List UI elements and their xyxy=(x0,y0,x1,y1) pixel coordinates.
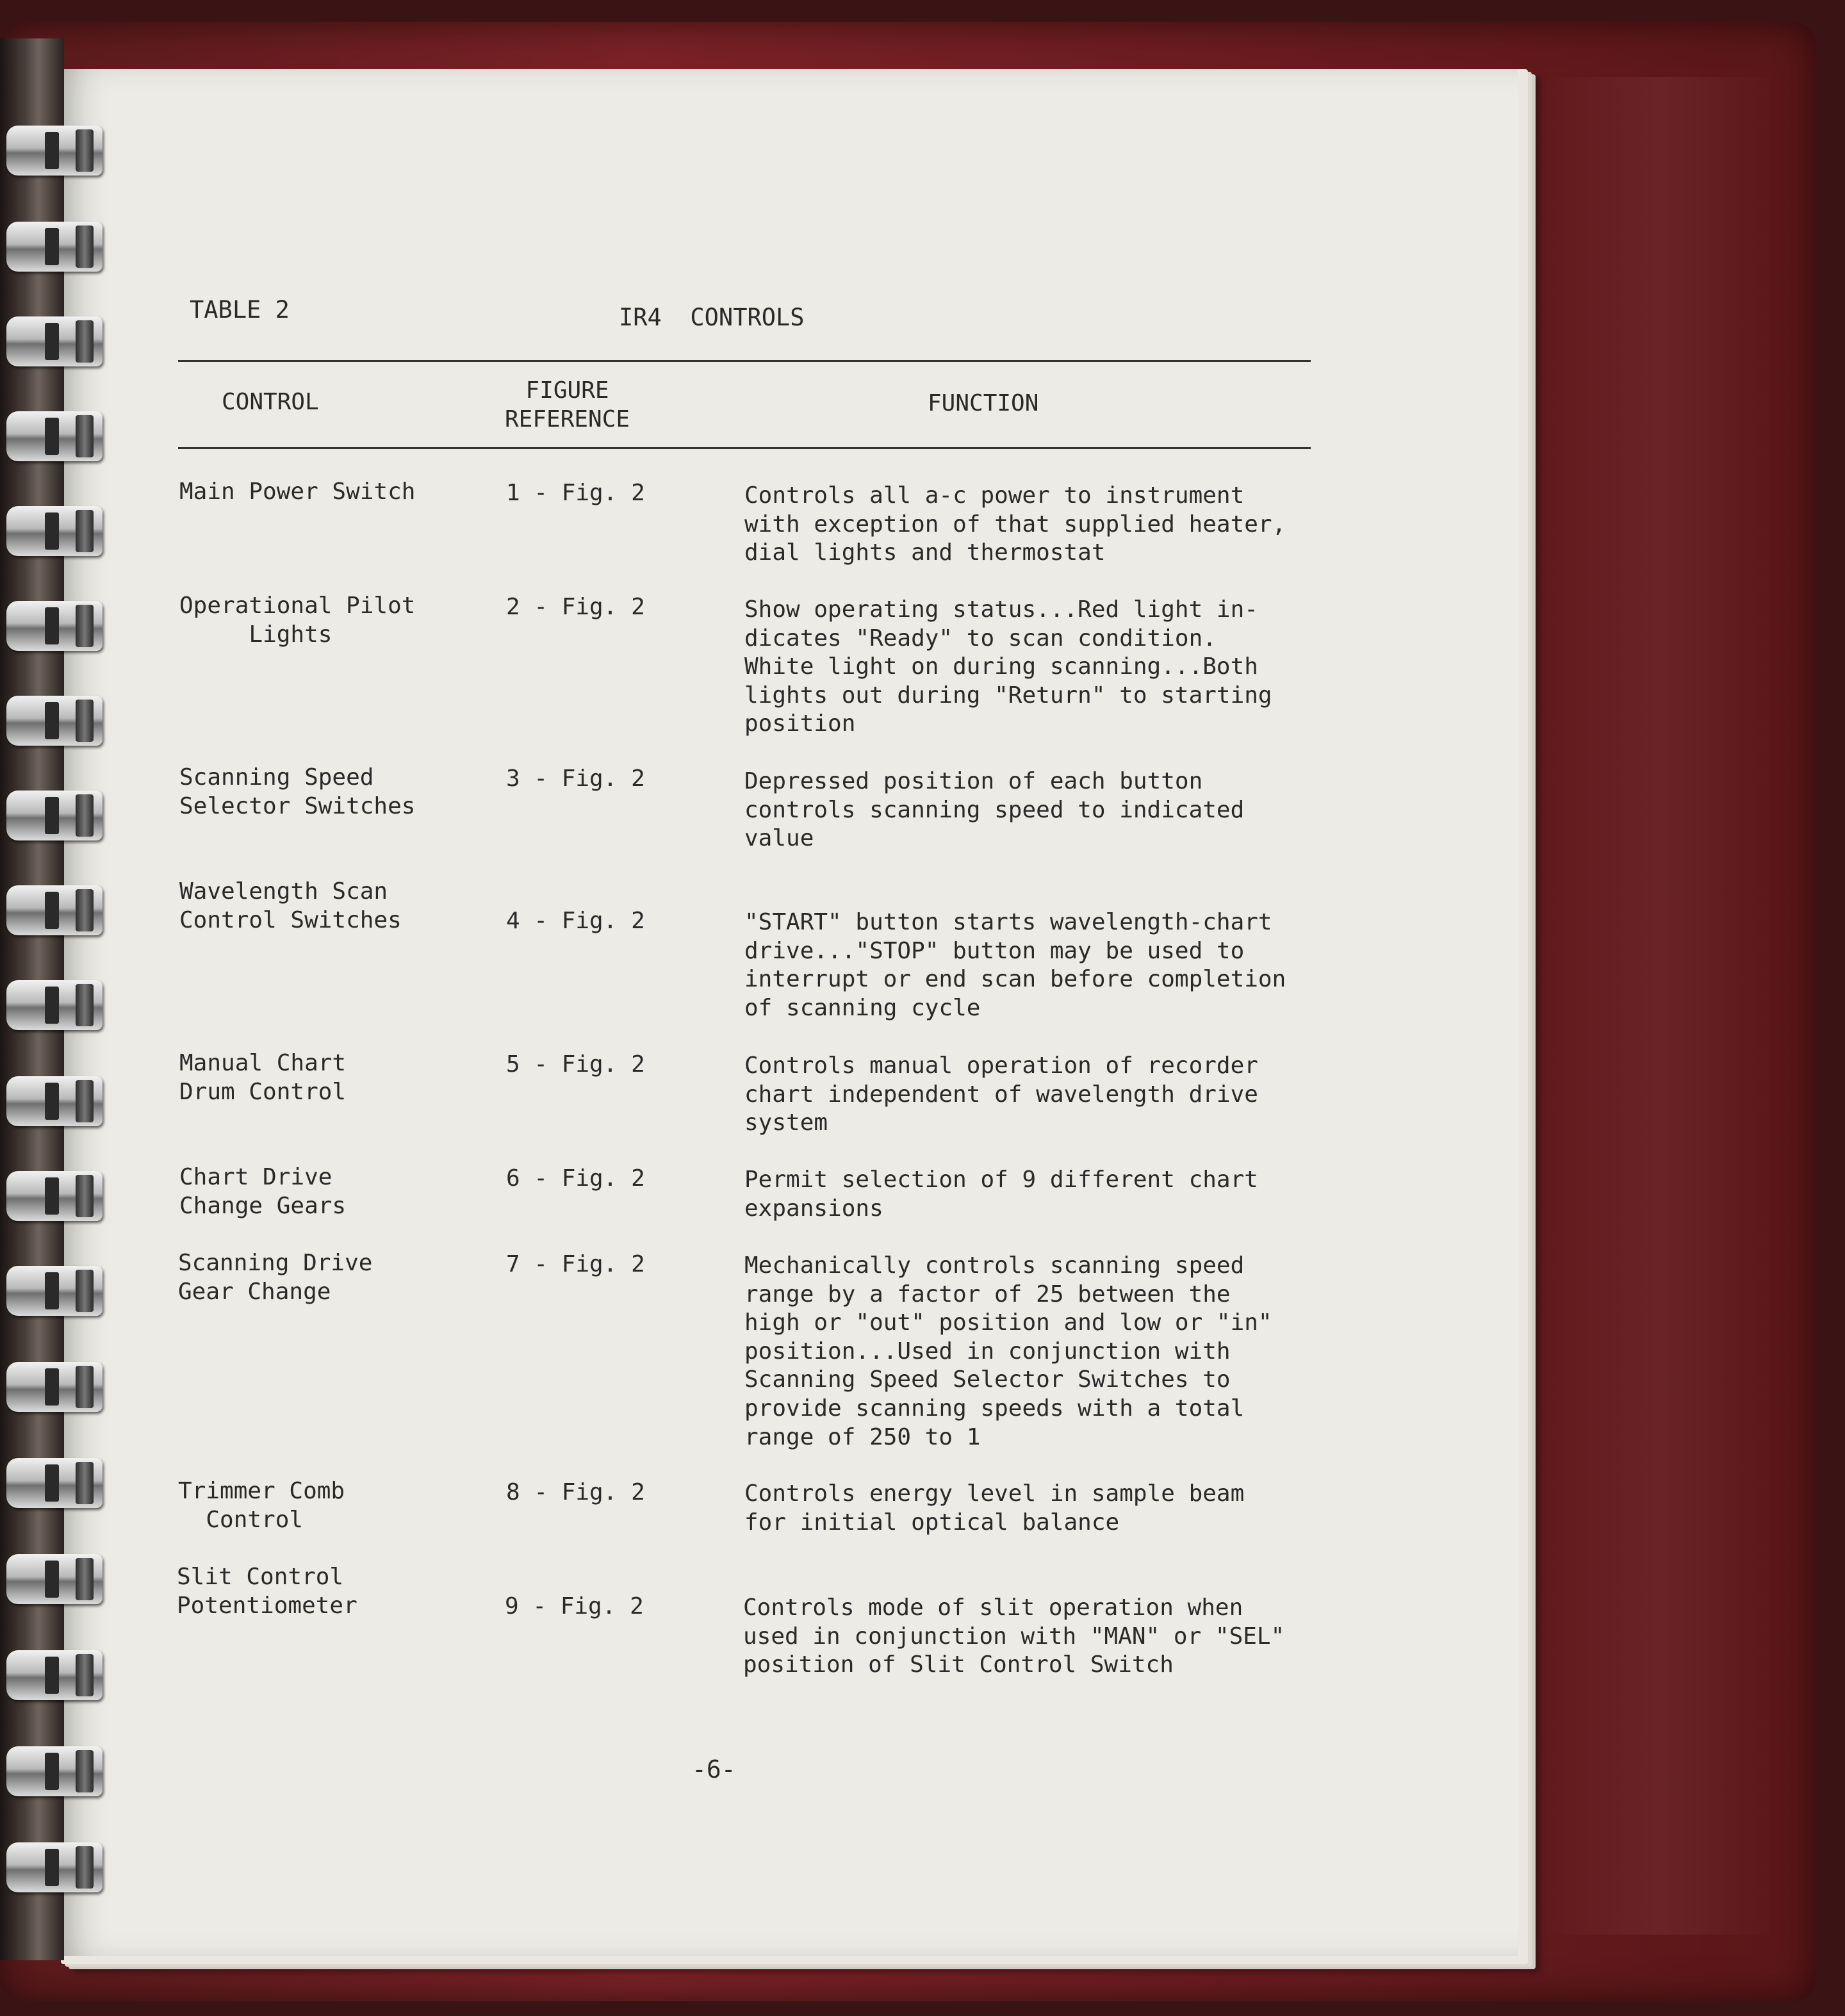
binder-ring xyxy=(6,1650,102,1700)
row-4-figure: 4 - Fig. 2 xyxy=(506,908,645,934)
row-8-control: Trimmer Comb Control xyxy=(178,1478,345,1533)
row-8-figure: 8 - Fig. 2 xyxy=(506,1479,645,1505)
column-header-figure-reference: FIGURE REFERENCE xyxy=(505,377,630,432)
row-9-control: Slit Control Potentiometer xyxy=(177,1564,357,1619)
table-title: IR4 CONTROLS xyxy=(619,304,805,331)
page-number: -6- xyxy=(692,1755,736,1783)
binder-ring xyxy=(6,1076,102,1126)
row-2-figure: 2 - Fig. 2 xyxy=(506,594,645,620)
binder-ring xyxy=(6,1171,102,1221)
row-4-control: Wavelength Scan Control Switches xyxy=(179,878,402,933)
binder-ring xyxy=(6,506,102,556)
row-9-function: Controls mode of slit operation when used in conjunction with "MAN" or "SEL" position of Slit Control Switch xyxy=(743,1594,1285,1678)
binder-ring xyxy=(6,885,102,935)
row-1-figure: 1 - Fig. 2 xyxy=(506,480,645,506)
row-4-function: "START" button starts wavelength-chart drive..."STOP" button may be used to interrupt or end scan before completion of scanning cycle xyxy=(744,909,1286,1021)
binder-ring xyxy=(6,980,102,1030)
header-top-rule xyxy=(178,360,1311,362)
row-6-figure: 6 - Fig. 2 xyxy=(506,1165,645,1192)
binder-ring xyxy=(6,1266,102,1316)
row-5-figure: 5 - Fig. 2 xyxy=(506,1051,645,1078)
binder-sheen xyxy=(1538,77,1781,1935)
row-3-control: Scanning Speed Selector Switches xyxy=(179,764,416,819)
row-7-function: Mechanically controls scanning speed range by a factor of 25 between the high or "out" position and low or "in" position...Used in conjunction with Scanning Speed Selector Switches to provide scanning speeds with a total range of 250 to 1 xyxy=(744,1252,1272,1450)
header-bottom-rule xyxy=(178,447,1311,449)
row-6-control: Chart Drive Change Gears xyxy=(179,1164,347,1219)
binder-ring xyxy=(6,1458,102,1508)
binder-ring xyxy=(6,1362,102,1412)
binder-ring xyxy=(6,222,102,272)
row-3-function: Depressed position of each button controls scanning speed to indicated value xyxy=(744,768,1245,852)
row-2-function: Show operating status...Red light in- dicates "Ready" to scan condition. White light on during scanning...Both lights out during "Return" to starting position xyxy=(744,596,1272,737)
row-7-figure: 7 - Fig. 2 xyxy=(506,1251,645,1277)
binder-ring xyxy=(6,411,102,461)
binder-ring xyxy=(6,126,102,176)
row-7-control: Scanning Drive Gear Change xyxy=(178,1250,373,1305)
binder-ring xyxy=(6,791,102,840)
row-9-figure: 9 - Fig. 2 xyxy=(505,1593,644,1619)
row-5-control: Manual Chart Drum Control xyxy=(179,1050,347,1105)
binder-ring xyxy=(6,1746,102,1796)
binder-ring xyxy=(6,1554,102,1604)
row-6-function: Permit selection of 9 different chart expansions xyxy=(744,1167,1258,1222)
row-2-control: Operational Pilot Lights xyxy=(179,593,416,648)
binder-ring xyxy=(6,1842,102,1892)
column-header-control: CONTROL xyxy=(222,389,319,415)
binder-ring xyxy=(6,696,102,746)
binder-ring xyxy=(6,316,102,366)
row-1-control: Main Power Switch xyxy=(179,479,416,505)
row-3-figure: 3 - Fig. 2 xyxy=(506,766,645,792)
column-header-function: FUNCTION xyxy=(928,390,1039,416)
row-1-function: Controls all a-c power to instrument with exception of that supplied heater, dial lights and thermostat xyxy=(744,482,1286,566)
row-8-function: Controls energy level in sample beam for initial optical balance xyxy=(744,1480,1245,1536)
row-5-function: Controls manual operation of recorder chart independent of wavelength drive system xyxy=(744,1053,1258,1136)
table-label: TABLE 2 xyxy=(190,296,290,324)
binder-ring xyxy=(6,601,102,651)
